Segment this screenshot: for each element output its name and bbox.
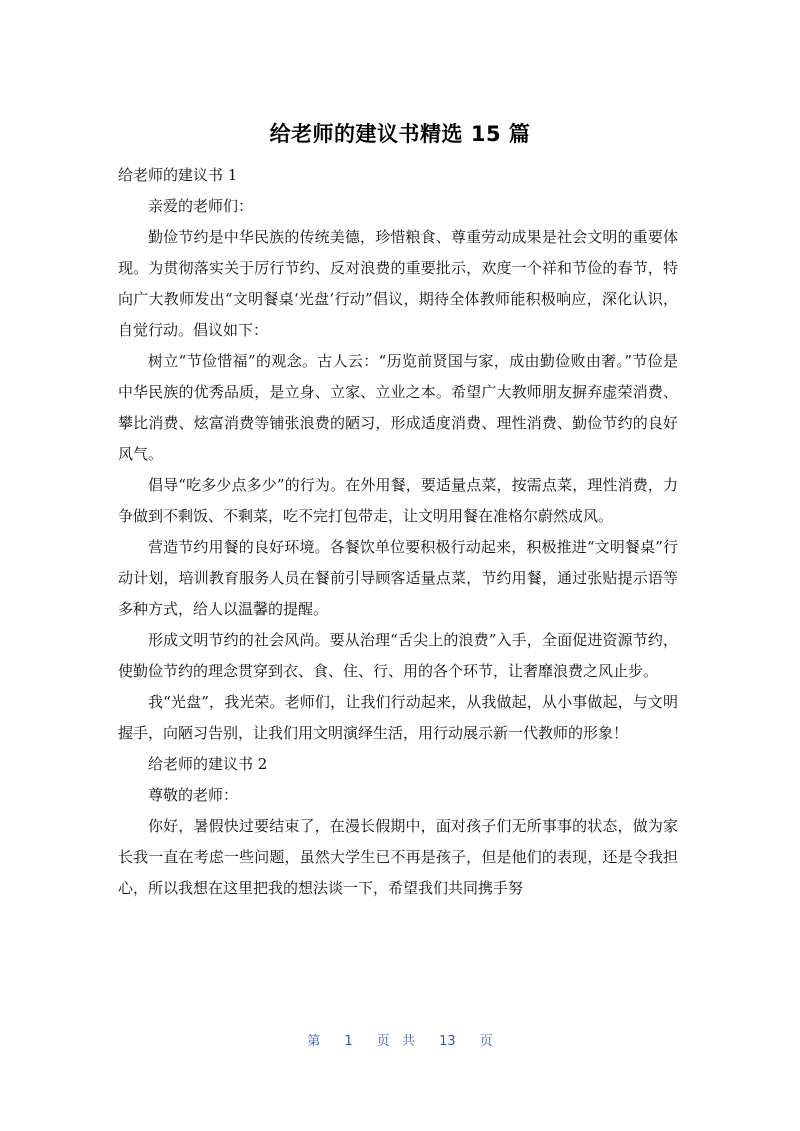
footer-page-label: 第 <box>307 1034 321 1049</box>
body-paragraph: 营造节约用餐的良好环境。各餐饮单位要积极行动起来，积极推进“文明餐桌”行动计划，培训教育服务人员在餐前引导顾客适量点菜，节约用餐，通过张贴提示语等多种方式，给人以温馨的提醒。 <box>118 538 678 618</box>
salutation-2: 尊敬的老师： <box>148 786 239 804</box>
footer-current-page: 1 <box>344 1034 353 1049</box>
page-footer <box>0 1030 800 1049</box>
footer-end-label: 页 <box>479 1034 493 1049</box>
footer-total-pages: 13 <box>439 1034 456 1049</box>
section-heading-1: 给老师的建议书 1 <box>118 166 238 184</box>
body-paragraph: 倡导“吃多少点多少”的行为。在外用餐，要适量点菜，按需点菜，理性消费，力争做到不剩饭、不剩菜，吃不完打包带走，让文明用餐在准格尔蔚然成风。 <box>118 476 678 525</box>
body-paragraph: 你好，暑假快过要结束了，在漫长假期中，面对孩子们无所事事的状态，做为家长我一直在考虑一些问题，虽然大学生已不再是孩子，但是他们的表现，还是令我担心，所以我想在这里把我的想法谈一下，希望我们共同携手努 <box>118 817 678 897</box>
section-heading-2: 给老师的建议书 2 <box>148 755 268 773</box>
body-paragraph: 我“光盘”，我光荣。老师们，让我们行动起来，从我做起，从小事做起，与文明握手，向陋习告别，让我们用文明演绎生活，用行动展示新一代教师的形象！ <box>118 693 678 742</box>
body-paragraph: 形成文明节约的社会风尚。要从治理“舌尖上的浪费”入手，全面促进资源节约，使勤俭节约的理念贯穿到衣、食、住、行、用的各个环节，让奢靡浪费之风止步。 <box>118 631 678 680</box>
document-body <box>118 160 678 904</box>
document-title: 给老师的建议书精选 15 篇 <box>269 122 531 146</box>
salutation-1: 亲爱的老师们： <box>148 197 254 215</box>
footer-total-label: 页 共 <box>376 1034 415 1049</box>
body-paragraph: 树立“节俭惜福”的观念。古人云：“历览前贤国与家，成由勤俭败由奢。”节俭是中华民族的优秀品质，是立身、立家、立业之本。希望广大教师朋友摒弃虚荣消费、攀比消费、炫富消费等铺张浪费的陋习，形成适度消费、理性消费、勤俭节约的良好风气。 <box>118 352 678 463</box>
body-paragraph: 勤俭节约是中华民族的传统美德，珍惜粮食、尊重劳动成果是社会文明的重要体现。为贯彻落实关于厉行节约、反对浪费的重要批示，欢度一个祥和节俭的春节，特向广大教师发出“文明餐桌‘光盘’行动”倡议，期待全体教师能积极响应，深化认识，自觉行动。倡议如下： <box>118 228 678 339</box>
